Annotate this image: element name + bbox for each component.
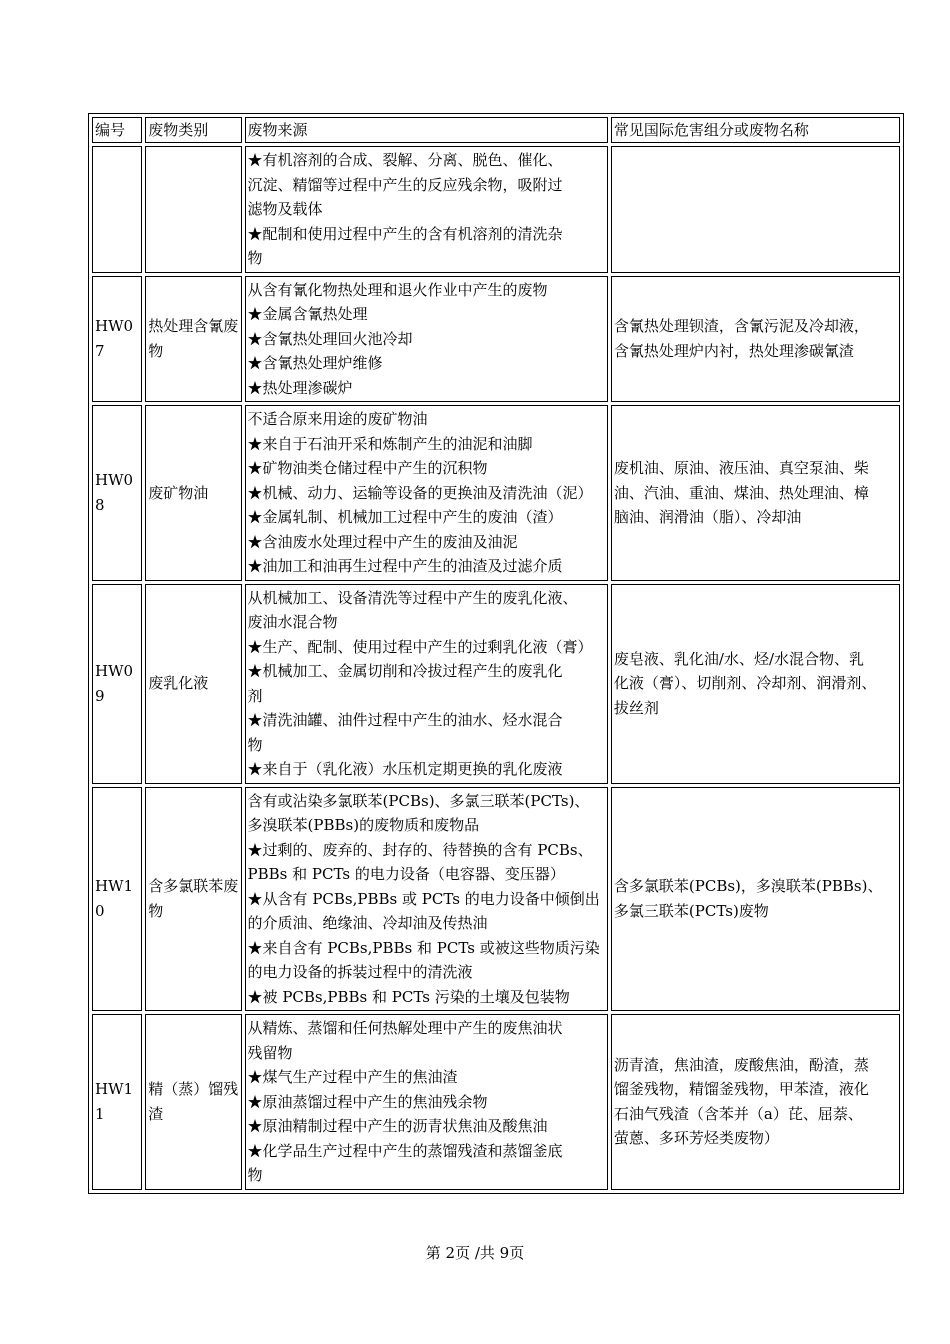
waste-source-line: 剂 <box>247 686 263 705</box>
waste-source-line: 不适合原来用途的废矿物油 <box>247 410 428 428</box>
table-row <box>92 405 900 581</box>
waste-source-line: ★清洗油罐、油件过程中产生的油水、烃水混合 <box>247 711 563 729</box>
waste-source-line: ★配制和使用过程中产生的含有机溶剂的清洗杂 <box>247 224 563 243</box>
waste-source-line: PBBs 和 PCTs 的电力设备（电容器、变压器） <box>247 865 565 883</box>
waste-source-line: 物 <box>247 735 263 754</box>
waste-source-line: 物 <box>247 1166 263 1184</box>
hazardous-components-line: 石油气残渣（含苯并（a）芘、屈萘、 <box>613 1104 863 1123</box>
table-header-row <box>92 117 900 143</box>
waste-source-line: 从机械加工、设备清洗等过程中产生的废乳化液、 <box>247 588 578 607</box>
waste-source-cell <box>245 787 608 1012</box>
hazardous-components-line: 废皂液、乳化油/水、烃/水混合物、乳 <box>613 649 865 668</box>
waste-source-line: 从精炼、蒸馏和任何热解处理中产生的废焦油状 <box>247 1019 563 1037</box>
waste-source-line: 含有或沾染多氯联苯(PCBs)、多氯三联苯(PCTs)、 <box>247 791 590 810</box>
hazardous-components-line: 多氯三联苯(PCTs)废物 <box>613 901 769 920</box>
hazardous-components-line: 馏釜残物，精馏釜残物，甲苯渣，液化 <box>613 1080 869 1099</box>
waste-source-line: ★机械、动力、运输等设备的更换油及清洗油（泥） <box>247 483 593 502</box>
waste-source-line: ★被 PCBs,PBBs 和 PCTs 污染的土壤及包装物 <box>247 987 570 1006</box>
hazardous-components-cell <box>611 405 900 581</box>
waste-source-line: 滤物及载体 <box>247 200 323 218</box>
waste-source-cell <box>245 1014 608 1190</box>
waste-source-line: ★金属轧制、机械加工过程中产生的废油（渣） <box>247 508 563 526</box>
waste-code-cell: HW09 <box>92 584 142 784</box>
table-row <box>92 1014 900 1190</box>
table-row <box>92 276 900 403</box>
hazardous-components-line: 萤蒽、多环芳烃类废物） <box>613 1129 779 1148</box>
table-row <box>92 787 900 1012</box>
waste-source-line: ★来自于（乳化液）水压机定期更换的乳化废液 <box>247 760 563 778</box>
waste-source-line: 残留物 <box>247 1043 293 1062</box>
waste-category-cell: 热处理含氰废物 <box>145 276 241 403</box>
waste-source-line: ★有机溶剂的合成、裂解、分离、脱色、催化、 <box>247 151 563 169</box>
waste-source-line: ★过剩的、废弃的、封存的、待替换的含有 PCBs、 <box>247 840 593 859</box>
waste-code-cell: HW08 <box>92 405 142 581</box>
waste-source-cell <box>245 405 608 581</box>
waste-source-line: ★原油蒸馏过程中产生的焦油残余物 <box>247 1092 488 1111</box>
hazardous-components-cell <box>611 276 900 403</box>
waste-source-cell <box>245 584 608 784</box>
waste-table-container <box>88 113 904 1194</box>
waste-source-line: ★金属含氰热处理 <box>247 305 368 323</box>
waste-category-cell <box>145 146 241 273</box>
hazardous-waste-table <box>88 113 904 1194</box>
waste-source-line: ★机械加工、金属切削和冷拔过程产生的废乳化 <box>247 662 563 680</box>
waste-category-cell: 精（蒸）馏残渣 <box>145 1014 241 1190</box>
waste-source-line: ★原油精制过程中产生的沥青状焦油及酸焦油 <box>247 1117 548 1135</box>
page-number: 第 2页 /共 9页 <box>425 1244 525 1262</box>
waste-source-line: ★含油废水处理过程中产生的废油及油泥 <box>247 532 518 551</box>
hazardous-components-cell <box>611 146 900 273</box>
hazardous-components-line: 脑油、润滑油（脂）、冷却油 <box>613 508 802 526</box>
waste-category-cell: 含多氯联苯废物 <box>145 787 241 1012</box>
waste-code-cell: HW07 <box>92 276 142 403</box>
waste-source-line: 沉淀、精馏等过程中产生的反应残余物，吸附过 <box>247 175 563 194</box>
waste-source-line: ★来自含有 PCBs,PBBs 和 PCTs 或被这些物质污染 <box>247 938 600 957</box>
waste-source-line: 的介质油、绝缘油、冷却油及传热油 <box>247 914 488 932</box>
waste-source-line: ★含氰热处理回火池冷却 <box>247 329 413 348</box>
hazardous-components-cell <box>611 584 900 784</box>
table-row <box>92 584 900 784</box>
hazardous-components-line: 拔丝剂 <box>613 698 659 717</box>
waste-source-cell <box>245 146 608 273</box>
waste-code-cell <box>92 146 142 273</box>
header-category: 废物类别 <box>145 117 241 143</box>
waste-source-line: ★煤气生产过程中产生的焦油渣 <box>247 1068 458 1086</box>
waste-source-line: ★生产、配制、使用过程中产生的过剩乳化液（膏） <box>247 637 593 656</box>
hazardous-components-line: 含多氯联苯(PCBs)，多溴联苯(PBBs)、 <box>613 877 883 896</box>
header-code: 编号 <box>92 117 142 143</box>
waste-code-cell: HW10 <box>92 787 142 1012</box>
waste-source-line: 的电力设备的拆装过程中的清洗液 <box>247 963 473 981</box>
waste-source-line: ★矿物油类仓储过程中产生的沉积物 <box>247 459 488 477</box>
waste-code-cell: HW11 <box>92 1014 142 1190</box>
hazardous-components-line: 废机油、原油、液压油、真空泵油、柴 <box>613 459 869 477</box>
waste-category-cell: 废乳化液 <box>145 584 241 784</box>
waste-source-cell <box>245 276 608 403</box>
waste-source-line: ★含氰热处理炉维修 <box>247 354 383 372</box>
waste-source-line: ★从含有 PCBs,PBBs 或 PCTs 的电力设备中倾倒出 <box>247 889 600 908</box>
waste-source-line: ★来自于石油开采和炼制产生的油泥和油脚 <box>247 434 533 453</box>
header-components: 常见国际危害组分或废物名称 <box>611 117 900 143</box>
waste-source-line: 废油水混合物 <box>247 613 338 631</box>
waste-source-line: ★化学品生产过程中产生的蒸馏残渣和蒸馏釜底 <box>247 1141 563 1160</box>
header-source: 废物来源 <box>245 117 608 143</box>
hazardous-components-line: 含氰热处理炉内衬，热处理渗碳氰渣 <box>613 341 854 360</box>
waste-source-line: 多溴联苯(PBBs)的废物质和废物品 <box>247 816 480 834</box>
waste-source-line: ★热处理渗碳炉 <box>247 378 353 397</box>
hazardous-components-line: 化液（膏）、切削剂、冷却剂、润滑剂、 <box>613 674 877 693</box>
table-row <box>92 146 900 273</box>
hazardous-components-cell <box>611 1014 900 1190</box>
waste-category-cell: 废矿物油 <box>145 405 241 581</box>
hazardous-components-line: 油、汽油、重油、煤油、热处理油、樟 <box>613 483 869 502</box>
hazardous-components-cell <box>611 787 900 1012</box>
waste-source-line: 物 <box>247 249 263 267</box>
hazardous-components-line: 含氰热处理钡渣，含氰污泥及冷却液， <box>613 317 869 336</box>
hazardous-components-line: 沥青渣，焦油渣，废酸焦油，酚渣，蒸 <box>613 1055 869 1074</box>
waste-source-line: 从含有氰化物热处理和退火作业中产生的废物 <box>247 280 548 299</box>
waste-source-line: ★油加工和油再生过程中产生的油渣及过滤介质 <box>247 557 563 575</box>
